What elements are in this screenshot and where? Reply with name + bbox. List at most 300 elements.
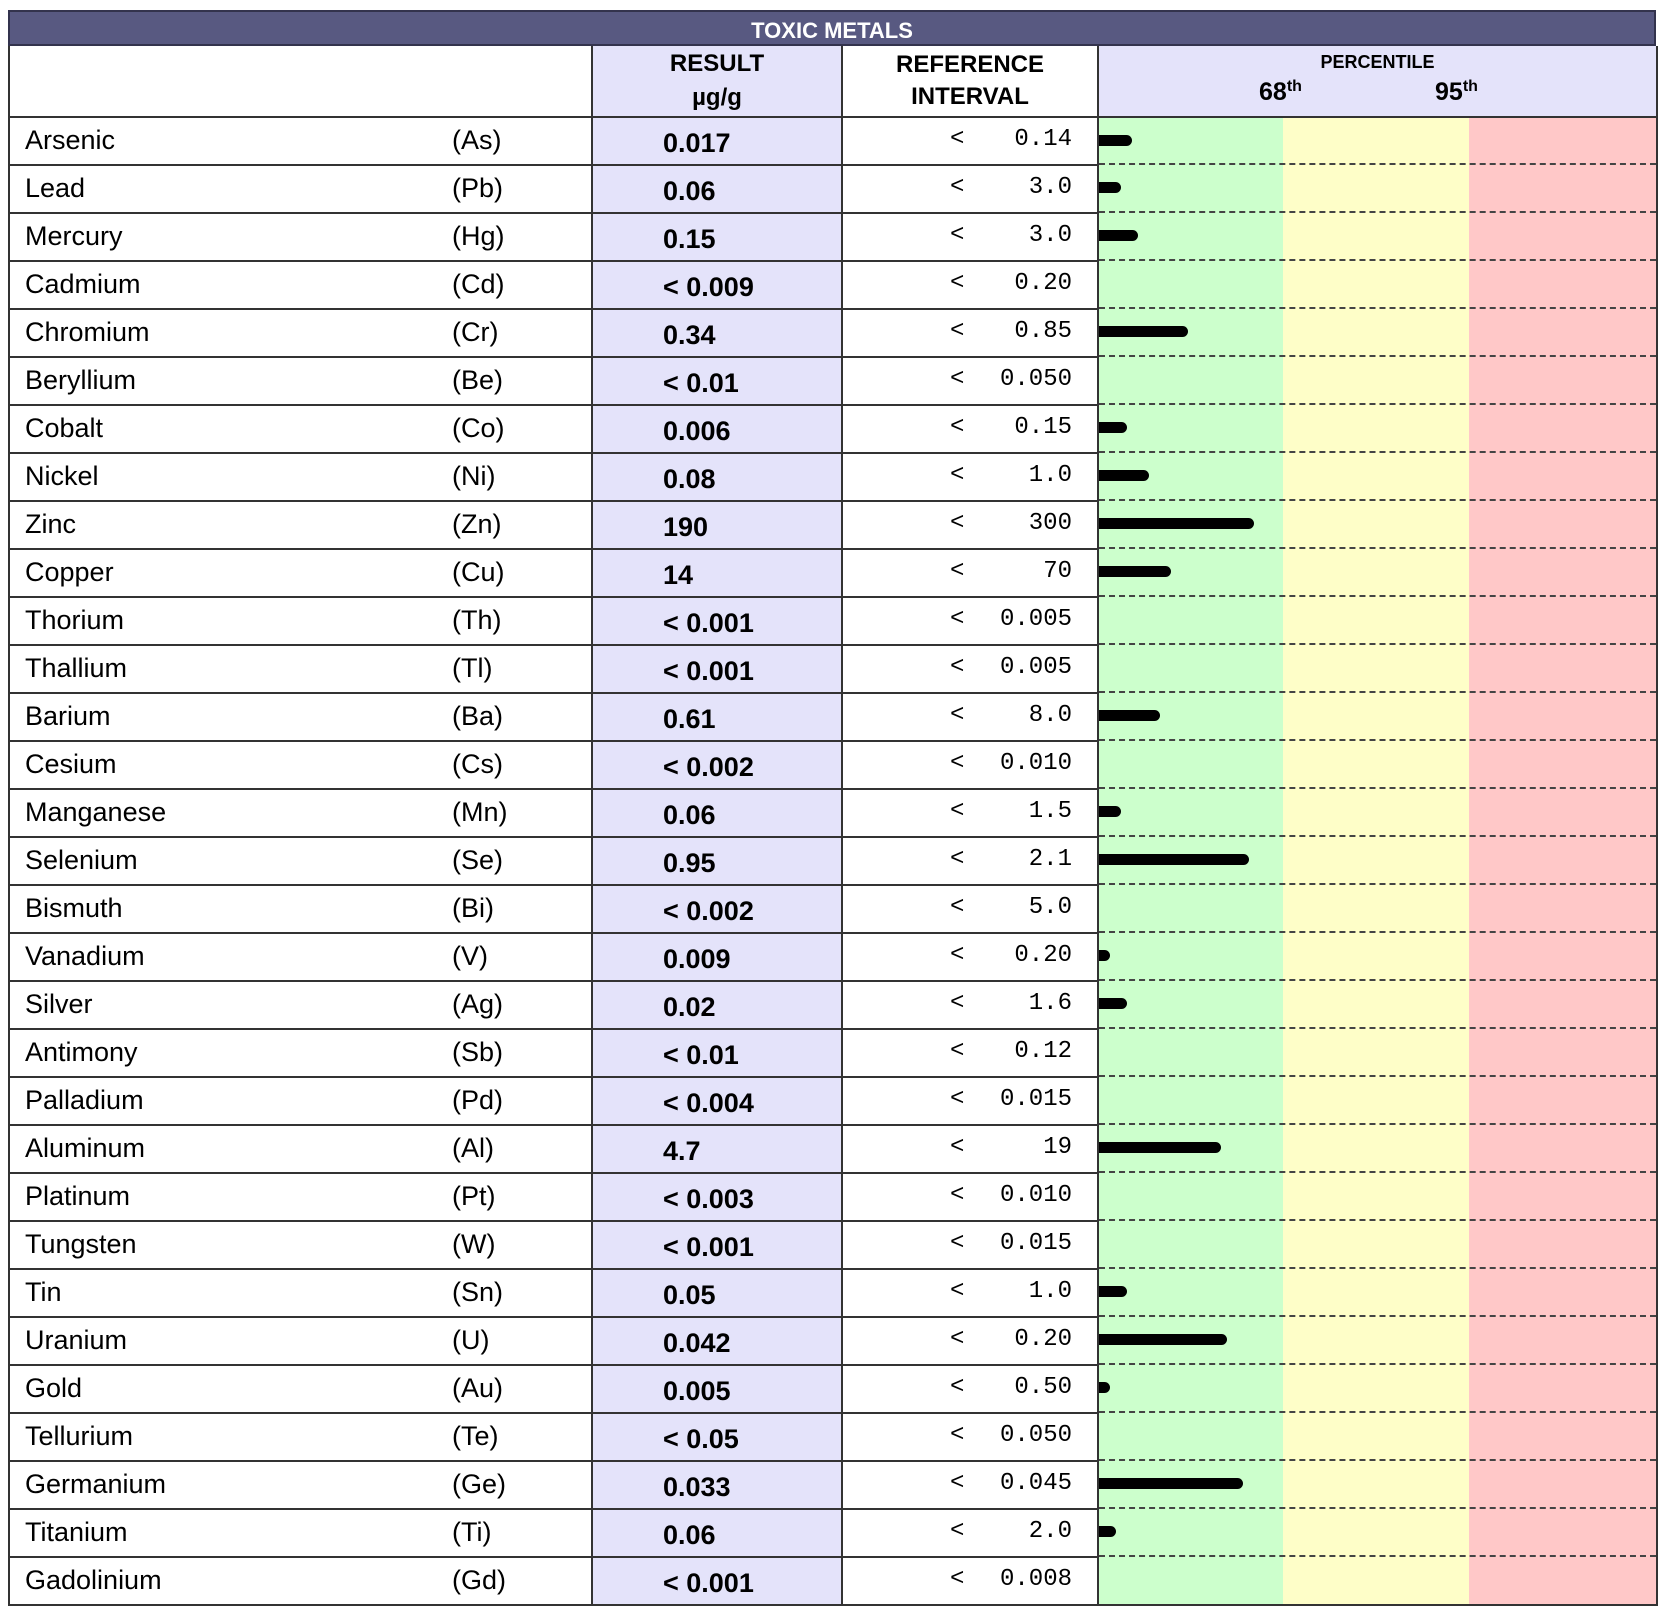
result-cell xyxy=(592,1269,842,1317)
table-row xyxy=(9,309,1657,357)
reference-operator: < xyxy=(950,1038,965,1065)
element-symbol: (W) xyxy=(452,1229,496,1259)
result-cell xyxy=(592,1221,842,1269)
element-cell xyxy=(9,357,592,405)
result-value: 0.042 xyxy=(663,1327,731,1358)
element-cell xyxy=(9,645,592,693)
reference-operator: < xyxy=(950,366,965,393)
element-symbol: (Zn) xyxy=(452,509,502,539)
reference-cell xyxy=(842,1221,1098,1269)
element-name: Thorium xyxy=(25,605,125,635)
reference-operator: < xyxy=(950,1422,965,1449)
result-value: 0.005 xyxy=(663,1375,731,1406)
reference-operator: < xyxy=(950,1278,965,1305)
element-symbol: (Ba) xyxy=(452,701,504,731)
reference-header-line1: REFERENCE xyxy=(895,51,1045,78)
result-value: 4.7 xyxy=(663,1135,701,1166)
result-cell xyxy=(592,357,842,405)
element-cell xyxy=(9,1317,592,1365)
element-cell xyxy=(9,837,592,885)
reference-value: 0.85 xyxy=(1014,318,1072,345)
reference-operator: < xyxy=(950,1086,965,1113)
percentile-cell xyxy=(1098,789,1657,837)
table-row xyxy=(9,405,1657,453)
result-cell xyxy=(592,1077,842,1125)
percentile-cell xyxy=(1098,1269,1657,1317)
result-unit-label: µg/g xyxy=(692,84,742,111)
reference-operator: < xyxy=(950,222,965,249)
result-value: 0.61 xyxy=(663,703,716,734)
result-cell xyxy=(592,1557,842,1605)
reference-value: 0.008 xyxy=(999,1566,1072,1593)
percentile-cell xyxy=(1098,885,1657,933)
reference-value: 19 xyxy=(1043,1134,1072,1161)
result-value: 14 xyxy=(663,559,694,590)
table-row xyxy=(9,597,1657,645)
element-name: Antimony xyxy=(25,1037,138,1067)
table-row xyxy=(9,645,1657,693)
reference-header xyxy=(842,46,1098,117)
element-cell xyxy=(9,1077,592,1125)
table-row xyxy=(9,885,1657,933)
element-name: Beryllium xyxy=(25,365,137,395)
reference-value: 3.0 xyxy=(1028,174,1072,201)
element-name: Thallium xyxy=(25,653,128,683)
percentile-bar xyxy=(1099,326,1188,337)
table-row xyxy=(9,1509,1657,1557)
reference-cell xyxy=(842,1413,1098,1461)
result-value: 0.009 xyxy=(663,943,731,974)
reference-value: 2.1 xyxy=(1028,846,1072,873)
element-cell xyxy=(9,213,592,261)
reference-operator: < xyxy=(950,1182,965,1209)
table-row xyxy=(9,693,1657,741)
result-cell xyxy=(592,549,842,597)
reference-value: 2.0 xyxy=(1028,1518,1072,1545)
result-cell xyxy=(592,405,842,453)
reference-header-line2: INTERVAL xyxy=(911,83,1029,110)
result-cell xyxy=(592,741,842,789)
reference-operator: < xyxy=(950,942,965,969)
percentile-cell xyxy=(1098,645,1657,693)
element-symbol: (Ni) xyxy=(452,461,496,491)
reference-operator: < xyxy=(950,1230,965,1257)
element-name: Palladium xyxy=(25,1085,144,1115)
element-name: Tin xyxy=(25,1277,62,1307)
element-cell xyxy=(9,741,592,789)
element-cell xyxy=(9,117,592,165)
percentile-bar xyxy=(1099,230,1138,241)
element-cell xyxy=(9,933,592,981)
reference-operator: < xyxy=(950,414,965,441)
percentile-cell xyxy=(1098,213,1657,261)
percentile-bar xyxy=(1099,854,1249,865)
section-title: TOXIC METALS xyxy=(8,10,1656,46)
result-value: 190 xyxy=(663,511,709,542)
result-cell xyxy=(592,597,842,645)
element-symbol: (Mn) xyxy=(452,797,508,827)
result-value: < 0.002 xyxy=(663,751,754,782)
percentile-cell xyxy=(1098,693,1657,741)
reference-cell xyxy=(842,1125,1098,1173)
element-name: Tellurium xyxy=(25,1421,134,1451)
reference-cell xyxy=(842,645,1098,693)
table-row xyxy=(9,1125,1657,1173)
percentile-bar xyxy=(1099,1286,1127,1297)
reference-cell xyxy=(842,789,1098,837)
element-cell xyxy=(9,1269,592,1317)
table-row xyxy=(9,933,1657,981)
table-row xyxy=(9,1557,1657,1605)
element-cell xyxy=(9,1173,592,1221)
element-header xyxy=(9,46,592,117)
element-symbol: (Th) xyxy=(452,605,502,635)
element-cell xyxy=(9,405,592,453)
percentile-68-suffix: th xyxy=(1286,78,1302,95)
result-cell xyxy=(592,213,842,261)
element-cell xyxy=(9,501,592,549)
percentile-68-label xyxy=(1259,78,1302,107)
result-cell xyxy=(592,1461,842,1509)
reference-cell xyxy=(842,741,1098,789)
percentile-95-value: 95 xyxy=(1435,78,1463,106)
table-row xyxy=(9,261,1657,309)
table-row xyxy=(9,453,1657,501)
table-row xyxy=(9,549,1657,597)
element-name: Gold xyxy=(25,1373,83,1403)
result-cell xyxy=(592,165,842,213)
element-name: Arsenic xyxy=(25,125,116,155)
element-symbol: (Au) xyxy=(452,1373,504,1403)
element-name: Germanium xyxy=(25,1469,167,1499)
percentile-cell xyxy=(1098,933,1657,981)
element-cell xyxy=(9,1365,592,1413)
percentile-bar xyxy=(1099,1382,1110,1393)
reference-value: 0.010 xyxy=(999,750,1072,777)
percentile-cell xyxy=(1098,309,1657,357)
reference-cell xyxy=(842,1173,1098,1221)
element-name: Bismuth xyxy=(25,893,123,923)
results-body xyxy=(9,117,1657,1605)
element-cell xyxy=(9,549,592,597)
result-cell xyxy=(592,117,842,165)
reference-cell xyxy=(842,981,1098,1029)
percentile-cell xyxy=(1098,741,1657,789)
result-value: < 0.001 xyxy=(663,1231,754,1262)
element-symbol: (As) xyxy=(452,125,502,155)
reference-cell xyxy=(842,597,1098,645)
percentile-cell xyxy=(1098,165,1657,213)
element-name: Chromium xyxy=(25,317,150,347)
reference-cell xyxy=(842,117,1098,165)
reference-value: 0.20 xyxy=(1014,270,1072,297)
reference-operator: < xyxy=(950,606,965,633)
percentile-cell xyxy=(1098,837,1657,885)
result-cell xyxy=(592,1125,842,1173)
reference-value: 1.0 xyxy=(1028,1278,1072,1305)
element-symbol: (Pt) xyxy=(452,1181,496,1211)
element-symbol: (Ge) xyxy=(452,1469,506,1499)
percentile-bar xyxy=(1099,518,1254,529)
table-row xyxy=(9,357,1657,405)
reference-value: 8.0 xyxy=(1028,702,1072,729)
element-symbol: (V) xyxy=(452,941,488,971)
element-name: Platinum xyxy=(25,1181,131,1211)
table-row xyxy=(9,1317,1657,1365)
result-header xyxy=(592,46,842,117)
table-row xyxy=(9,837,1657,885)
result-cell xyxy=(592,885,842,933)
reference-cell xyxy=(842,261,1098,309)
reference-operator: < xyxy=(950,1326,965,1353)
reference-value: 3.0 xyxy=(1028,222,1072,249)
result-cell xyxy=(592,837,842,885)
percentile-cell xyxy=(1098,1317,1657,1365)
result-value: < 0.001 xyxy=(663,607,754,638)
percentile-cell xyxy=(1098,1365,1657,1413)
percentile-cell xyxy=(1098,1029,1657,1077)
result-cell xyxy=(592,453,842,501)
element-symbol: (Te) xyxy=(452,1421,499,1451)
element-cell xyxy=(9,789,592,837)
element-symbol: (Gd) xyxy=(452,1565,506,1595)
element-name: Titanium xyxy=(25,1517,128,1547)
percentile-cell xyxy=(1098,261,1657,309)
result-value: 0.08 xyxy=(663,463,716,494)
result-cell xyxy=(592,1413,842,1461)
percentile-cell xyxy=(1098,453,1657,501)
result-value: < 0.001 xyxy=(663,655,754,686)
percentile-cell xyxy=(1098,405,1657,453)
table-row xyxy=(9,1077,1657,1125)
element-name: Mercury xyxy=(25,221,123,251)
element-cell xyxy=(9,1413,592,1461)
element-symbol: (Be) xyxy=(452,365,504,395)
reference-operator: < xyxy=(950,1518,965,1545)
percentile-title: PERCENTILE xyxy=(1320,52,1435,72)
percentile-bar xyxy=(1099,422,1127,433)
percentile-cell xyxy=(1098,981,1657,1029)
percentile-bar xyxy=(1099,1334,1227,1345)
result-cell xyxy=(592,309,842,357)
result-cell xyxy=(592,1173,842,1221)
result-value: 0.95 xyxy=(663,847,716,878)
element-name: Vanadium xyxy=(25,941,145,971)
table-row xyxy=(9,1029,1657,1077)
reference-cell xyxy=(842,1365,1098,1413)
reference-operator: < xyxy=(950,654,965,681)
result-value: < 0.01 xyxy=(663,367,739,398)
element-name: Manganese xyxy=(25,797,167,827)
percentile-bar xyxy=(1099,566,1171,577)
result-value: 0.06 xyxy=(663,1519,716,1550)
table-row xyxy=(9,501,1657,549)
reference-operator: < xyxy=(950,462,965,489)
reference-operator: < xyxy=(950,1374,965,1401)
element-symbol: (Pb) xyxy=(452,173,504,203)
element-symbol: (Ag) xyxy=(452,989,504,1019)
element-name: Barium xyxy=(25,701,111,731)
table-row xyxy=(9,165,1657,213)
reference-value: 5.0 xyxy=(1028,894,1072,921)
element-name: Aluminum xyxy=(25,1133,146,1163)
element-name: Nickel xyxy=(25,461,99,491)
result-value: < 0.004 xyxy=(663,1087,754,1118)
reference-value: 0.015 xyxy=(999,1086,1072,1113)
reference-cell xyxy=(842,165,1098,213)
percentile-bar xyxy=(1099,470,1149,481)
reference-operator: < xyxy=(950,798,965,825)
percentile-cell xyxy=(1098,1461,1657,1509)
element-cell xyxy=(9,1557,592,1605)
element-symbol: (Ti) xyxy=(452,1517,492,1547)
reference-value: 0.15 xyxy=(1014,414,1072,441)
result-cell xyxy=(592,933,842,981)
percentile-68-value: 68 xyxy=(1259,78,1287,106)
percentile-cell xyxy=(1098,1557,1657,1605)
reference-operator: < xyxy=(950,990,965,1017)
element-cell xyxy=(9,597,592,645)
percentile-cell xyxy=(1098,1173,1657,1221)
element-name: Selenium xyxy=(25,845,138,875)
result-value: < 0.01 xyxy=(663,1039,739,1070)
result-value: 0.033 xyxy=(663,1471,731,1502)
element-cell xyxy=(9,1221,592,1269)
reference-value: 0.20 xyxy=(1014,1326,1072,1353)
table-row xyxy=(9,213,1657,261)
table-row xyxy=(9,1413,1657,1461)
result-cell xyxy=(592,261,842,309)
element-symbol: (Sb) xyxy=(452,1037,504,1067)
element-name: Tungsten xyxy=(25,1229,137,1259)
reference-operator: < xyxy=(950,1134,965,1161)
element-cell xyxy=(9,1461,592,1509)
table-row xyxy=(9,1221,1657,1269)
reference-operator: < xyxy=(950,750,965,777)
element-symbol: (Hg) xyxy=(452,221,505,251)
reference-operator: < xyxy=(950,318,965,345)
element-symbol: (Cs) xyxy=(452,749,503,779)
reference-value: 0.045 xyxy=(999,1470,1072,1497)
element-name: Lead xyxy=(25,173,86,203)
table-row xyxy=(9,117,1657,165)
reference-cell xyxy=(842,1077,1098,1125)
reference-operator: < xyxy=(950,270,965,297)
reference-value: 0.050 xyxy=(999,366,1072,393)
percentile-cell xyxy=(1098,1077,1657,1125)
result-cell xyxy=(592,981,842,1029)
percentile-bar xyxy=(1099,998,1127,1009)
reference-operator: < xyxy=(950,894,965,921)
element-symbol: (Cr) xyxy=(452,317,499,347)
percentile-bar xyxy=(1099,1478,1243,1489)
reference-cell xyxy=(842,933,1098,981)
percentile-cell xyxy=(1098,1509,1657,1557)
result-value: 0.06 xyxy=(663,175,716,206)
element-name: Zinc xyxy=(25,509,77,539)
reference-value: 300 xyxy=(1028,510,1072,537)
result-value: < 0.001 xyxy=(663,1567,754,1598)
result-value: < 0.002 xyxy=(663,895,754,926)
reference-cell xyxy=(842,1029,1098,1077)
element-cell xyxy=(9,1029,592,1077)
element-cell xyxy=(9,261,592,309)
element-cell xyxy=(9,981,592,1029)
reference-operator: < xyxy=(950,126,965,153)
percentile-cell xyxy=(1098,549,1657,597)
reference-operator: < xyxy=(950,702,965,729)
reference-value: 1.6 xyxy=(1028,990,1072,1017)
table-row xyxy=(9,789,1657,837)
reference-operator: < xyxy=(950,558,965,585)
element-cell xyxy=(9,309,592,357)
reference-cell xyxy=(842,1461,1098,1509)
result-value: 0.05 xyxy=(663,1279,716,1310)
reference-value: 1.0 xyxy=(1028,462,1072,489)
reference-cell xyxy=(842,693,1098,741)
element-symbol: (Se) xyxy=(452,845,504,875)
element-symbol: (Co) xyxy=(452,413,505,443)
reference-cell xyxy=(842,405,1098,453)
reference-cell xyxy=(842,501,1098,549)
result-value: 0.06 xyxy=(663,799,716,830)
result-value: < 0.009 xyxy=(663,271,754,302)
percentile-bar xyxy=(1099,1526,1116,1537)
reference-cell xyxy=(842,837,1098,885)
reference-value: 0.50 xyxy=(1014,1374,1072,1401)
element-name: Silver xyxy=(25,989,93,1019)
reference-operator: < xyxy=(950,174,965,201)
percentile-95-suffix: th xyxy=(1462,78,1478,95)
element-name: Copper xyxy=(25,557,114,587)
reference-cell xyxy=(842,1557,1098,1605)
reference-value: 0.12 xyxy=(1014,1038,1072,1065)
element-cell xyxy=(9,693,592,741)
reference-operator: < xyxy=(950,1470,965,1497)
percentile-bar xyxy=(1099,806,1121,817)
reference-operator: < xyxy=(950,510,965,537)
result-header-label: RESULT xyxy=(669,50,765,77)
reference-value: 0.14 xyxy=(1014,126,1072,153)
reference-cell xyxy=(842,885,1098,933)
reference-value: 0.015 xyxy=(999,1230,1072,1257)
element-symbol: (Cd) xyxy=(452,269,505,299)
table-row xyxy=(9,741,1657,789)
element-symbol: (Pd) xyxy=(452,1085,504,1115)
element-symbol: (U) xyxy=(452,1325,490,1355)
result-value: < 0.003 xyxy=(663,1183,754,1214)
percentile-cell xyxy=(1098,597,1657,645)
element-symbol: (Cu) xyxy=(452,557,505,587)
result-cell xyxy=(592,693,842,741)
reference-value: 70 xyxy=(1043,558,1072,585)
reference-value: 0.005 xyxy=(999,606,1072,633)
reference-value: 0.20 xyxy=(1014,942,1072,969)
reference-value: 0.005 xyxy=(999,654,1072,681)
percentile-bar xyxy=(1099,135,1132,146)
element-name: Uranium xyxy=(25,1325,128,1355)
reference-cell xyxy=(842,1317,1098,1365)
percentile-header xyxy=(1098,46,1657,117)
result-cell xyxy=(592,1317,842,1365)
result-value: < 0.05 xyxy=(663,1423,739,1454)
percentile-cell xyxy=(1098,1221,1657,1269)
percentile-95-label xyxy=(1435,78,1478,107)
result-value: 0.15 xyxy=(663,223,716,254)
reference-cell xyxy=(842,309,1098,357)
element-name: Cesium xyxy=(25,749,117,779)
percentile-cell xyxy=(1098,357,1657,405)
